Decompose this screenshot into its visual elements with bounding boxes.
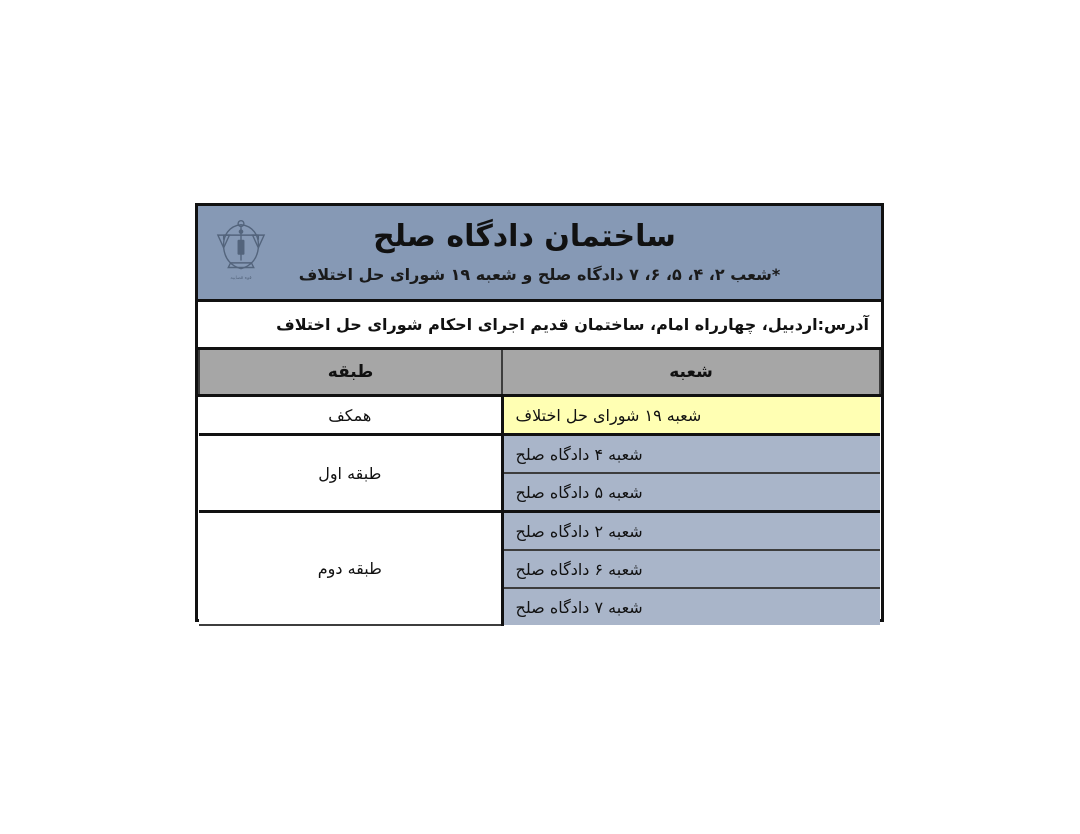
page-title: ساختمان دادگاه صلح xyxy=(373,219,676,254)
table-row xyxy=(199,396,880,435)
table-header xyxy=(199,350,880,396)
table-row xyxy=(199,512,880,551)
column-header-branch: شعبه xyxy=(502,350,880,396)
address-row xyxy=(198,302,881,350)
floor-cell: همکف xyxy=(199,396,502,435)
address-text: آدرس:اردبیل، چهارراه امام، ساختمان قدیم اجرای احکام شورای حل اختلاف xyxy=(276,315,869,334)
branch-cell: شعبه ۵ دادگاه صلح xyxy=(502,473,880,512)
court-building-signage-poster xyxy=(195,203,884,622)
svg-text:قوه قضاییه: قوه قضاییه xyxy=(230,276,252,282)
branch-cell: شعبه ۲ دادگاه صلح xyxy=(502,512,880,551)
branch-cell: شعبه ۷ دادگاه صلح xyxy=(502,588,880,625)
branch-cell: شعبه ۶ دادگاه صلح xyxy=(502,550,880,588)
branch-cell: شعبه ۱۹ شورای حل اختلاف xyxy=(502,396,880,435)
page-subtitle: *شعب ۲، ۴، ۵، ۶، ۷ دادگاه صلح و شعبه ۱۹ شورای حل اختلاف xyxy=(298,264,781,284)
table-row xyxy=(199,435,880,474)
poster-header xyxy=(198,206,881,302)
floor-cell: طبقه دوم xyxy=(199,512,502,626)
column-header-floor: طبقه xyxy=(199,350,502,396)
table-body xyxy=(199,396,880,626)
table-header-row xyxy=(199,350,880,396)
floor-branch-table xyxy=(198,350,881,626)
branch-cell: شعبه ۴ دادگاه صلح xyxy=(502,435,880,474)
floor-cell: طبقه اول xyxy=(199,435,502,512)
iran-judiciary-emblem-icon xyxy=(212,212,270,286)
